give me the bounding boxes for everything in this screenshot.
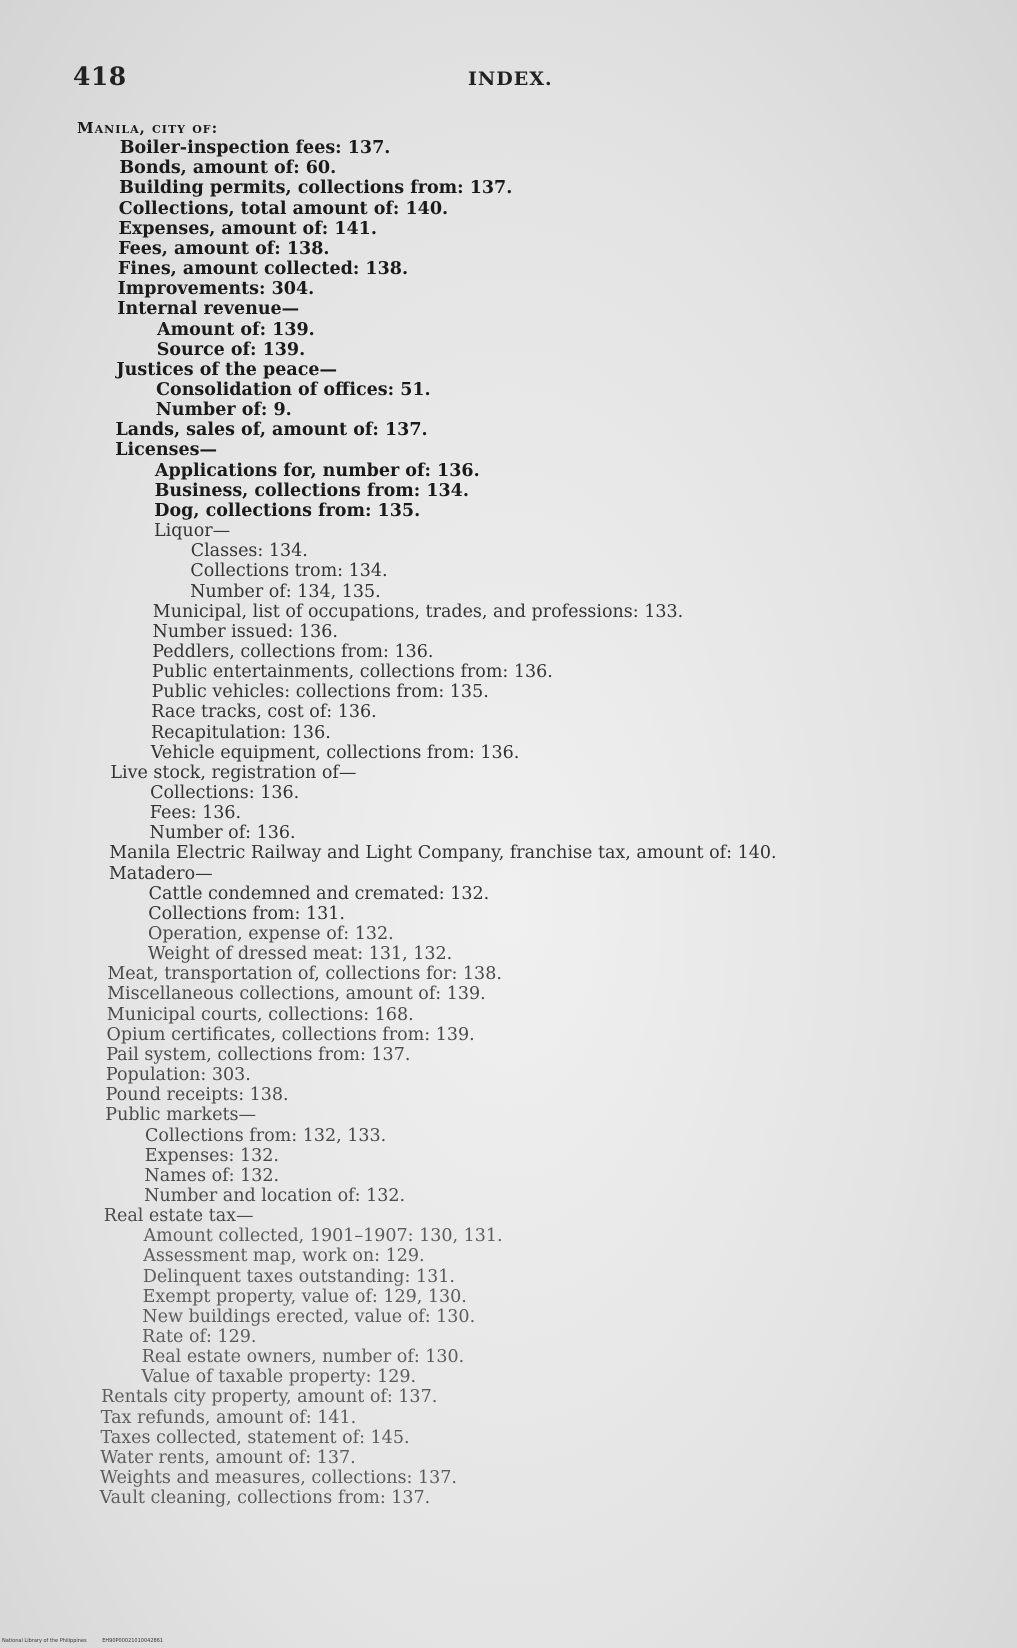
index-entry: Amount collected, 1901–1907: 130, 131. bbox=[143, 1226, 503, 1247]
index-entry: Collections from: 132, 133. bbox=[145, 1125, 387, 1146]
index-entry: Real estate tax— bbox=[103, 1206, 254, 1227]
index-entry: Pail system, collections from: 137. bbox=[106, 1044, 411, 1065]
index-entry: Fees, amount of: 138. bbox=[118, 238, 330, 259]
index-entry: Value of taxable property: 129. bbox=[141, 1367, 417, 1388]
index-entry: Boiler-inspection fees: 137. bbox=[119, 138, 391, 159]
index-entry: New buildings erected, value of: 130. bbox=[142, 1306, 476, 1327]
index-entry: Delinquent taxes outstanding: 131. bbox=[142, 1266, 455, 1287]
page-title: INDEX. bbox=[468, 68, 553, 90]
index-entry: Race tracks, cost of: 136. bbox=[151, 702, 377, 723]
index-entry: Justices of the peace— bbox=[116, 359, 338, 380]
index-entry: Vault cleaning, collections from: 137. bbox=[99, 1488, 431, 1509]
index-entry: Business, collections from: 134. bbox=[154, 480, 469, 501]
index-entry: Number of: 9. bbox=[155, 400, 292, 421]
footer-code: EH90P00021010042861 bbox=[102, 1638, 164, 1644]
index-entry: Vehicle equipment, collections from: 136. bbox=[150, 742, 520, 763]
page-number: 418 bbox=[73, 62, 127, 91]
index-entry: Municipal, list of occupations, trades, and professions: 133. bbox=[152, 601, 684, 622]
index-entry: Lands, sales of, amount of: 137. bbox=[115, 420, 428, 441]
index-entry: Recapitulation: 136. bbox=[151, 722, 331, 743]
index-entry: Miscellaneous collections, amount of: 139. bbox=[107, 984, 486, 1005]
index-entry: Public markets— bbox=[105, 1105, 256, 1126]
index-entry: Pound receipts: 138. bbox=[105, 1085, 289, 1106]
index-entry: Source of: 139. bbox=[156, 339, 306, 360]
scan-footer bbox=[2, 1638, 177, 1644]
index-entry: Fees: 136. bbox=[149, 803, 242, 824]
index-entry: Expenses, amount of: 141. bbox=[118, 218, 377, 239]
index-entry: Collections from: 131. bbox=[148, 903, 345, 924]
index-entry: Operation, expense of: 132. bbox=[148, 924, 394, 944]
index-entry: Rate of: 129. bbox=[142, 1327, 257, 1347]
index-entry: Dog, collections from: 135. bbox=[154, 500, 421, 521]
index-entry: Applications for, number of: 136. bbox=[154, 460, 480, 481]
index-entry: Bonds, amount of: 60. bbox=[119, 158, 337, 179]
index-entry: Exempt property, value of: 129, 130. bbox=[142, 1286, 467, 1307]
index-entry: Tax refunds, amount of: 141. bbox=[100, 1407, 357, 1428]
footer-source: National Library of the Philippines bbox=[2, 1638, 87, 1644]
index-entry: Opium certificates, collections from: 139. bbox=[106, 1024, 475, 1045]
index-entry: Peddlers, collections from: 136. bbox=[152, 641, 434, 662]
index-entry: Taxes collected, statement of: 145. bbox=[100, 1427, 410, 1448]
index-entry: Names of: 132. bbox=[144, 1165, 280, 1186]
index-heading: Manila, city of: bbox=[77, 119, 219, 137]
index-entry: Cattle condemned and cremated: 132. bbox=[148, 883, 490, 904]
index-entry: Number of: 134, 135. bbox=[190, 581, 381, 602]
index-entry: Number of: 136. bbox=[149, 823, 296, 844]
index-entry: Weights and measures, collections: 137. bbox=[99, 1468, 457, 1488]
index-entry: Public entertainments, collections from: 136. bbox=[151, 662, 553, 682]
index-entry: Collections, total amount of: 140. bbox=[118, 198, 449, 219]
index-entry: Licenses— bbox=[115, 440, 217, 461]
index-entry: Rentals city property, amount of: 137. bbox=[101, 1387, 438, 1408]
index-entry: Building permits, collections from: 137. bbox=[119, 178, 513, 199]
index-entry: Number issued: 136. bbox=[152, 621, 338, 642]
index-entry: Weight of dressed meat: 131, 132. bbox=[147, 944, 453, 965]
index-entry: Municipal courts, collections: 168. bbox=[106, 1004, 414, 1025]
index-entry: Classes: 134. bbox=[190, 541, 308, 562]
index-entry: Collections: 136. bbox=[150, 782, 300, 803]
index-entry: Expenses: 132. bbox=[144, 1145, 279, 1166]
index-entry: Public vehicles: collections from: 135. bbox=[151, 682, 489, 703]
index-entry: Number and location of: 132. bbox=[144, 1185, 406, 1206]
index-entry: Amount of: 139. bbox=[157, 319, 315, 340]
index-entry: Water rents, amount of: 137. bbox=[100, 1447, 356, 1468]
index-entry: Internal revenue— bbox=[117, 299, 300, 320]
index-entry: Improvements: 304. bbox=[117, 279, 315, 300]
index-entry: Collections trom: 134. bbox=[190, 561, 388, 582]
index-entry: Liquor— bbox=[154, 521, 231, 541]
index-entry: Real estate owners, number of: 130. bbox=[141, 1347, 465, 1368]
index-entry: Population: 303. bbox=[105, 1065, 251, 1085]
index-entry: Fines, amount collected: 138. bbox=[117, 259, 409, 279]
index-entry: Consolidation of offices: 51. bbox=[156, 379, 431, 400]
index-entry: Meat, transportation of, collections for: 138. bbox=[107, 964, 502, 985]
index-entry: Live stock, registration of— bbox=[110, 762, 357, 783]
index-entry: Assessment map, work on: 129. bbox=[143, 1246, 425, 1267]
index-entry: Manila Electric Railway and Light Company, franchise tax, amount of: 140. bbox=[109, 843, 777, 864]
index-entry: Matadero— bbox=[108, 863, 213, 884]
